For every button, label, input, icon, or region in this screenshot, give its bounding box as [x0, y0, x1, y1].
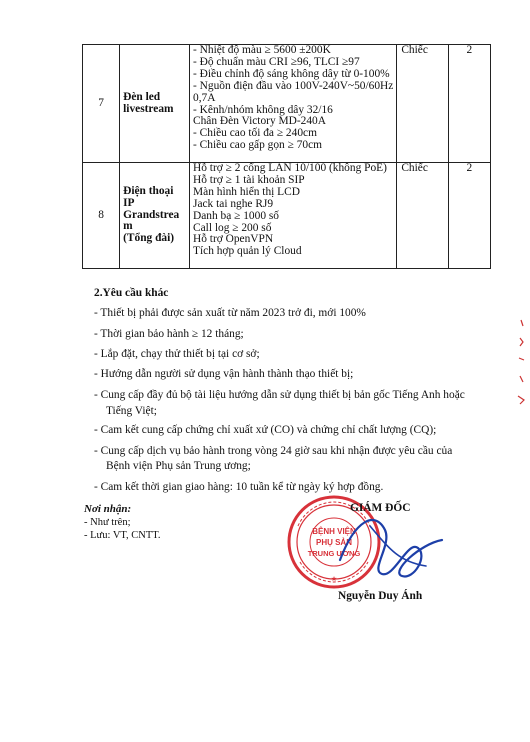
device-name-line: Điện thoại — [123, 184, 174, 197]
spec-line: - Điều chỉnh độ sáng không dây từ 0-100% — [193, 67, 390, 80]
quantity-cell: 2 — [448, 45, 490, 163]
table-row — [83, 45, 491, 163]
requirement-item-continued: Tiếng Việt; — [106, 405, 157, 417]
spec-line: - Độ chuẩn màu CRI ≥96, TLCI ≥97 — [193, 55, 360, 68]
section-title: 2.Yêu cầu khác — [94, 287, 169, 299]
device-name — [120, 45, 190, 163]
handwritten-signature — [330, 500, 450, 590]
requirement-item: - Cung cấp đầy đủ bộ tài liệu hướng dẫn sử dụng thiết bị bản gốc Tiếng Anh hoặc — [94, 389, 465, 401]
requirement-item-continued: Bệnh viện Phụ sản Trung ương; — [106, 460, 251, 472]
spec-line: - Nguồn điện đầu vào 100V-240V~50/60Hz — [193, 79, 394, 92]
spec-line: Tích hợp quản lý Cloud — [193, 245, 302, 258]
stamp-text-bot: TRUNG ƯƠNG — [307, 549, 361, 558]
row-number: 8 — [83, 163, 120, 269]
unit-cell: Chiếc — [397, 163, 448, 269]
spec-line: Chân Đèn Victory MD-240A — [193, 115, 326, 128]
device-name-line: IP — [123, 196, 135, 209]
spec-cell — [190, 163, 397, 269]
device-name-line: (Tổng đài) — [123, 232, 175, 245]
spec-line: Hỗ trợ ≥ 1 tài khoản SIP — [193, 173, 305, 186]
device-name-line: livestream — [123, 102, 174, 115]
spec-cell — [190, 45, 397, 163]
spec-line: Call log ≥ 200 số — [193, 221, 272, 234]
requirement-item: - Cam kết thời gian giao hàng: 10 tuần kể từ ngày ký hợp đồng. — [94, 481, 384, 493]
device-name-line: Đèn led — [123, 90, 161, 103]
spec-line: 0,7A — [193, 91, 216, 104]
spec-line: - Nhiệt độ màu ≥ 5600 ±200K — [193, 44, 331, 56]
stamp-text-top: BỆNH VIỆN — [312, 527, 356, 536]
requirement-item: - Cung cấp dịch vụ bảo hành trong vòng 24 giờ sau khi nhận được yêu cầu của — [94, 445, 453, 457]
spec-line: Màn hình hiển thị LCD — [193, 185, 300, 198]
edge-ink-marks — [514, 318, 528, 408]
device-name-line: m — [123, 220, 133, 233]
requirement-item: - Cam kết cung cấp chứng chỉ xuất xứ (CO) và chứng chỉ chất lượng (CQ); — [94, 424, 437, 436]
spec-line: - Kênh/nhóm không dây 32/16 — [193, 103, 333, 116]
requirement-item: - Lắp đặt, chạy thử thiết bị tại cơ sở; — [94, 348, 260, 360]
unit-cell: Chiếc — [397, 45, 448, 163]
table-row — [83, 163, 491, 269]
spec-line: - Chiều cao tối đa ≥ 240cm — [193, 127, 317, 140]
requirement-item: - Hướng dẫn người sử dụng vận hành thành thạo thiết bị; — [94, 368, 354, 380]
requirement-item: - Thiết bị phải được sản xuất từ năm 2023 trở đi, mới 100% — [94, 307, 366, 319]
spec-line: Jack tai nghe RJ9 — [193, 197, 274, 210]
row-number: 7 — [83, 45, 120, 163]
device-name-line: Grandstrea — [123, 208, 180, 221]
device-name — [120, 163, 190, 269]
stamp-text-mid: PHỤ SẢN — [315, 538, 353, 547]
spec-line: - Chiều cao gấp gọn ≥ 70cm — [193, 139, 323, 152]
spec-line: Hỗ trợ ≥ 2 cổng LAN 10/100 (không PoE) — [193, 162, 387, 174]
spec-line: Hỗ trợ OpenVPN — [193, 233, 274, 246]
recipient-item: - Như trên; — [84, 517, 131, 528]
quantity-cell: 2 — [448, 163, 490, 269]
signer-name: Nguyễn Duy Ánh — [338, 590, 423, 602]
spec-line: Danh bạ ≥ 1000 số — [193, 209, 279, 222]
spec-table — [82, 44, 491, 269]
recipient-item: - Lưu: VT, CNTT. — [84, 530, 161, 541]
requirement-item: - Thời gian bảo hành ≥ 12 tháng; — [94, 328, 244, 340]
director-title: GIÁM ĐỐC — [350, 502, 411, 514]
recipients-title: Nơi nhận: — [84, 503, 132, 515]
svg-text:★: ★ — [330, 575, 338, 583]
